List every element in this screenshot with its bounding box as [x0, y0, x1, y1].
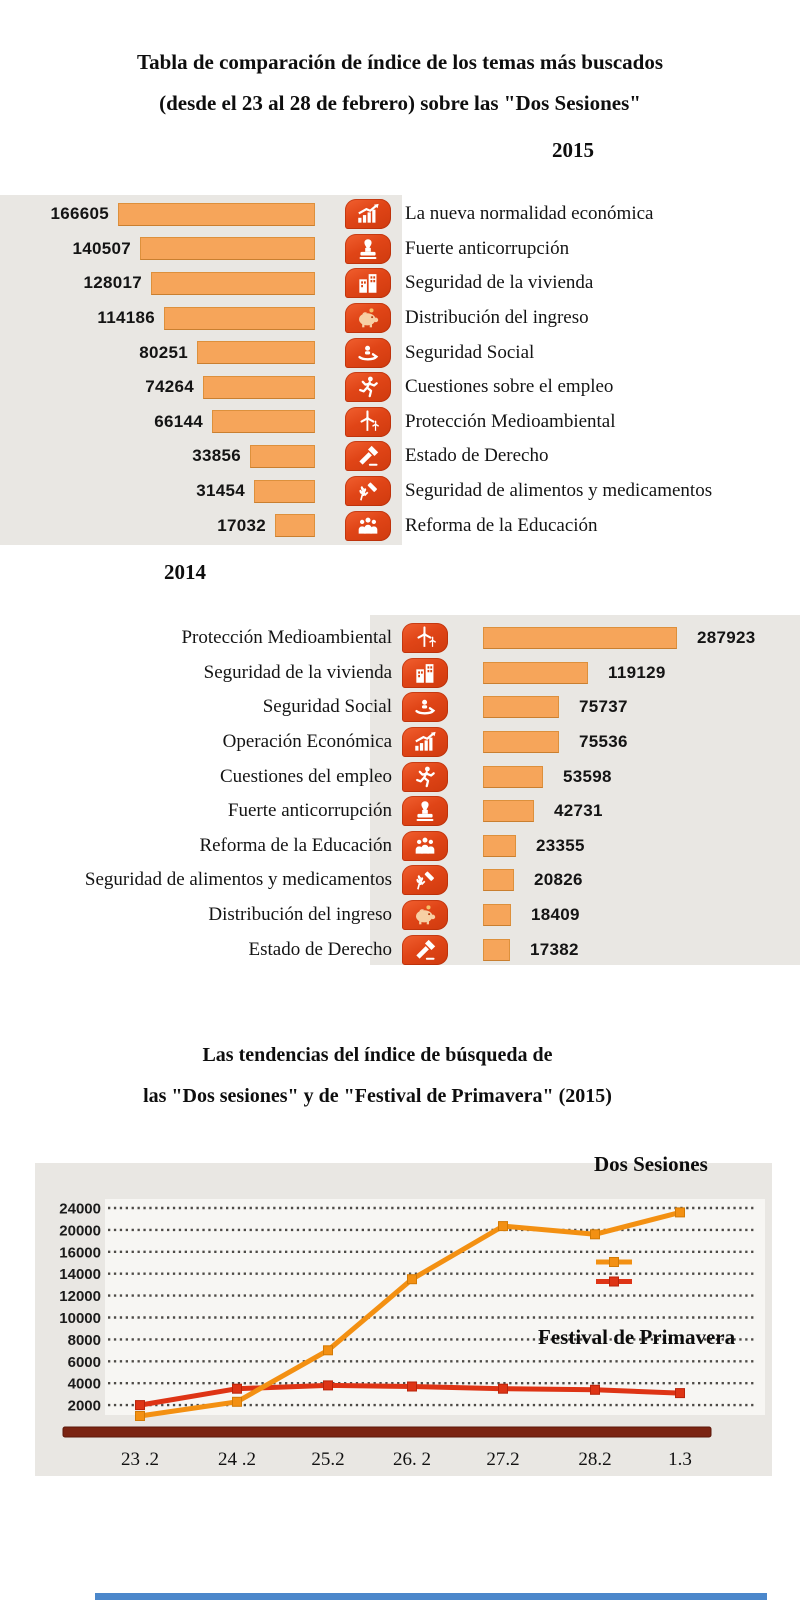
- bar-and-value: [483, 696, 800, 718]
- bar-label: Fuerte anticorrupción: [227, 800, 392, 822]
- wind-turbine-icon: [345, 407, 391, 437]
- bar-and-value: [483, 939, 800, 961]
- bar: [483, 904, 511, 926]
- bar: [275, 514, 315, 537]
- page-title: [0, 50, 800, 116]
- bar-label: Seguridad de la vivienda: [203, 661, 392, 683]
- bar-value: 119129: [608, 662, 666, 682]
- bar-value: 17382: [530, 939, 579, 959]
- trend-title-line2: las "Dos sesiones" y de "Festival de Primavera" (2015): [143, 1085, 612, 1107]
- bar-and-value: [0, 203, 315, 226]
- data-point-dos-sesiones: [676, 1208, 685, 1217]
- piggy-bank-icon: [402, 900, 448, 930]
- bar-and-value: [0, 410, 315, 433]
- wind-turbine-icon: [402, 623, 448, 653]
- bar-row: [0, 759, 800, 794]
- y-tick-label: 14000: [59, 1266, 101, 1284]
- x-tick-label: 28.2: [578, 1449, 612, 1470]
- care-hand-icon: [345, 338, 391, 368]
- y-tick-label: 4000: [67, 1375, 101, 1393]
- trend-chart: [35, 1163, 772, 1476]
- bar-and-value: [0, 445, 315, 468]
- bar: [483, 766, 543, 788]
- people-icon: [345, 511, 391, 541]
- buildings-icon: [402, 658, 448, 688]
- bar-row: [0, 898, 800, 933]
- trend-chart-icon: [345, 199, 391, 229]
- trend-title-line1: Las tendencias del índice de búsqueda de: [202, 1044, 553, 1066]
- bar-value: 33856: [192, 446, 241, 466]
- bar-label: Seguridad de la vivienda: [405, 272, 594, 294]
- data-point-festival-de-primavera: [408, 1382, 417, 1391]
- x-tick-label: 25.2: [311, 1449, 345, 1470]
- chart-2014-year-label: 2014: [164, 560, 206, 584]
- bar-value: 74264: [145, 377, 194, 397]
- bar-label: Seguridad de alimentos y medicamentos: [84, 869, 392, 891]
- bar-and-value: [483, 835, 800, 857]
- buildings-icon: [345, 268, 391, 298]
- chart-2015-year-label: 2015: [552, 138, 594, 162]
- x-tick-label: 26. 2: [393, 1449, 431, 1470]
- bar-row: [0, 690, 800, 725]
- data-point-festival-de-primavera: [499, 1384, 508, 1393]
- bar-value: 53598: [563, 766, 612, 786]
- bar: [483, 835, 516, 857]
- bar-label: Estado de Derecho: [405, 445, 549, 467]
- bar: [140, 237, 315, 260]
- bar: [151, 272, 315, 295]
- gavel-icon: [345, 441, 391, 471]
- series-label-festival-de-primavera: Festival de Primavera: [538, 1325, 736, 1349]
- stamp-icon: [402, 796, 448, 826]
- x-tick-label: 1.3: [668, 1449, 692, 1470]
- bar-and-value: [483, 800, 800, 822]
- bar-and-value: [0, 376, 315, 399]
- bar-and-value: [483, 766, 800, 788]
- bar-row: [0, 197, 800, 232]
- bar-label: Reforma de la Educación: [405, 514, 598, 536]
- bar-row: [0, 621, 800, 656]
- data-point-dos-sesiones: [408, 1275, 417, 1284]
- bar-row: [0, 794, 800, 829]
- x-tick-label: 23 .2: [121, 1449, 159, 1470]
- bar-label: Seguridad Social: [405, 341, 535, 363]
- legend-festival-de-primavera-marker: [610, 1277, 619, 1286]
- runner-icon: [402, 762, 448, 792]
- bar-and-value: [0, 514, 315, 537]
- bar-row: [0, 266, 800, 301]
- bar-and-value: [0, 480, 315, 503]
- bar-value: 75737: [579, 697, 628, 717]
- bar: [483, 869, 514, 891]
- bar-row: [0, 474, 800, 509]
- bar-value: 140507: [72, 238, 131, 258]
- people-icon: [402, 831, 448, 861]
- bar-value: 17032: [217, 515, 266, 535]
- chart-2015: [0, 197, 800, 543]
- food-drug-icon: [345, 476, 391, 506]
- bar: [483, 800, 534, 822]
- y-tick-label: 16000: [59, 1244, 101, 1262]
- food-drug-icon: [402, 865, 448, 895]
- data-point-dos-sesiones: [324, 1346, 333, 1355]
- bar-label: La nueva normalidad económica: [405, 203, 654, 225]
- bar-and-value: [483, 869, 800, 891]
- trend-chart-icon: [402, 727, 448, 757]
- bar: [483, 662, 588, 684]
- bar-label: Cuestiones sobre el empleo: [405, 376, 614, 398]
- bar-value: 20826: [534, 870, 583, 890]
- bar-and-value: [483, 731, 800, 753]
- bar-row: [0, 439, 800, 474]
- bar: [197, 341, 315, 364]
- bar-label: Reforma de la Educación: [199, 834, 392, 856]
- bar-value: 75536: [579, 732, 628, 752]
- y-tick-label: 12000: [59, 1288, 101, 1306]
- y-tick-label: 10000: [59, 1310, 101, 1327]
- bar: [483, 627, 677, 649]
- bar: [254, 480, 315, 503]
- bar-value: 31454: [196, 481, 245, 501]
- bar-row: [0, 405, 800, 440]
- bar: [250, 445, 315, 468]
- bar-value: 128017: [83, 273, 142, 293]
- bar-row: [0, 725, 800, 760]
- data-point-festival-de-primavera: [676, 1389, 685, 1398]
- bar-row: [0, 335, 800, 370]
- bar: [483, 939, 510, 961]
- data-point-festival-de-primavera: [233, 1384, 242, 1393]
- bar-value: 23355: [536, 835, 585, 855]
- bar-value: 66144: [154, 411, 203, 431]
- bar-label: Operación Económica: [222, 731, 392, 753]
- page-title-line2: (desde el 23 al 28 de febrero) sobre las "Dos Sesiones": [159, 91, 641, 115]
- bar: [164, 307, 315, 330]
- piggy-bank-icon: [345, 303, 391, 333]
- gavel-icon: [402, 935, 448, 965]
- bar-row: [0, 232, 800, 267]
- bar-row: [0, 301, 800, 336]
- bar-value: 42731: [554, 801, 603, 821]
- bar-value: 287923: [697, 628, 756, 648]
- data-point-festival-de-primavera: [591, 1385, 600, 1394]
- bar-and-value: [0, 272, 315, 295]
- bar-row: [0, 508, 800, 543]
- bar-label: Distribución del ingreso: [405, 307, 589, 329]
- data-point-dos-sesiones: [591, 1230, 600, 1239]
- bar-and-value: [0, 237, 315, 260]
- bar-row: [0, 932, 800, 967]
- runner-icon: [345, 372, 391, 402]
- bar-and-value: [0, 341, 315, 364]
- bar: [212, 410, 315, 433]
- x-tick-label: 27.2: [486, 1449, 520, 1470]
- data-point-dos-sesiones: [136, 1412, 145, 1421]
- trend-chart-title: [0, 1044, 755, 1108]
- care-hand-icon: [402, 692, 448, 722]
- stamp-icon: [345, 234, 391, 264]
- x-tick-label: 24 .2: [218, 1449, 256, 1470]
- y-tick-label: 2000: [67, 1397, 101, 1415]
- bar-label: Protección Medioambiental: [181, 627, 392, 649]
- y-tick-label: 6000: [67, 1353, 101, 1371]
- bottom-blue-bar: [95, 1593, 767, 1600]
- bar-value: 18409: [531, 905, 580, 925]
- y-tick-label: 20000: [59, 1222, 101, 1240]
- bar: [118, 203, 315, 226]
- bar-label: Protección Medioambiental: [405, 410, 616, 432]
- bar: [483, 696, 559, 718]
- data-point-festival-de-primavera: [324, 1381, 333, 1390]
- trend-x-axis: [0, 1449, 800, 1475]
- legend-dos-sesiones-marker: [610, 1258, 619, 1267]
- series-label-dos-sesiones: Dos Sesiones: [594, 1152, 708, 1176]
- data-point-festival-de-primavera: [136, 1401, 145, 1410]
- page-title-line1: Tabla de comparación de índice de los temas más buscados: [136, 50, 663, 74]
- bar-label: Fuerte anticorrupción: [405, 237, 570, 259]
- bar-and-value: [0, 307, 315, 330]
- bar-row: [0, 863, 800, 898]
- bar-and-value: [483, 627, 800, 649]
- data-point-dos-sesiones: [233, 1397, 242, 1406]
- bar-label: Seguridad de alimentos y medicamentos: [405, 480, 713, 502]
- bar-label: Distribución del ingreso: [208, 904, 392, 926]
- bar: [483, 731, 559, 753]
- x-axis-bar: [63, 1427, 711, 1437]
- y-tick-label: 24000: [59, 1200, 101, 1218]
- bar-value: 114186: [97, 308, 155, 328]
- bar-and-value: [483, 662, 800, 684]
- bar-value: 166605: [50, 204, 109, 224]
- bar-label: Seguridad Social: [262, 696, 392, 718]
- bar-value: 80251: [139, 342, 188, 362]
- chart-2014: [0, 621, 800, 967]
- y-tick-label: 8000: [67, 1331, 101, 1349]
- bar-row: [0, 656, 800, 691]
- bar: [203, 376, 315, 399]
- bar-row: [0, 829, 800, 864]
- bar-label: Cuestiones del empleo: [219, 765, 392, 787]
- data-point-dos-sesiones: [499, 1222, 508, 1231]
- bar-label: Estado de Derecho: [248, 938, 392, 960]
- bar-row: [0, 370, 800, 405]
- bar-and-value: [483, 904, 800, 926]
